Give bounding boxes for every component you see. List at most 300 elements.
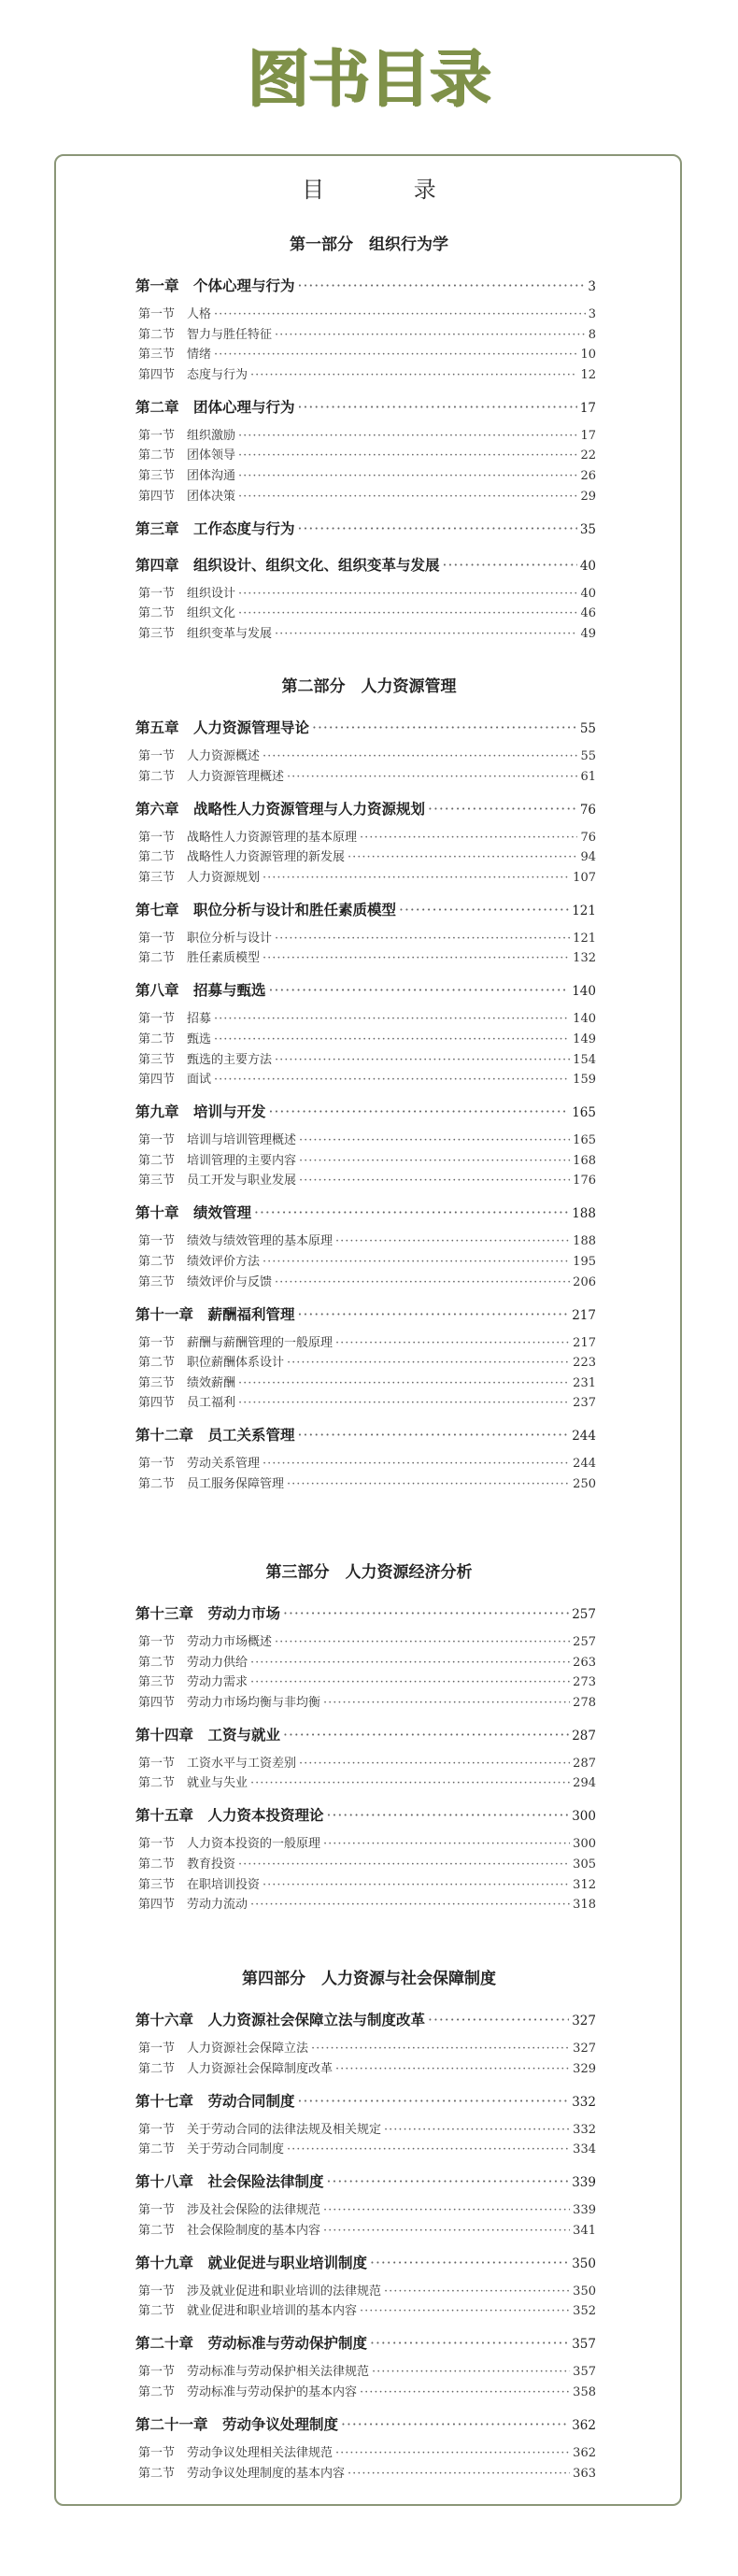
dot-leader [312, 719, 577, 736]
chapter-entry [135, 798, 596, 817]
chapter-title: 第十九章 就业促进与职业培训制度 [135, 2253, 368, 2271]
chapter-title: 第十一章 薪酬福利管理 [135, 1304, 295, 1323]
section-title: 第二节 甄选 [138, 1032, 212, 1046]
dot-leader [335, 2062, 570, 2076]
dot-leader [263, 871, 570, 885]
dot-leader [275, 932, 570, 946]
chapter-title: 第十二章 员工关系管理 [135, 1426, 295, 1445]
page-number: 362 [573, 2446, 596, 2460]
chapter-title: 第九章 培训与开发 [135, 1103, 266, 1121]
page-number: 176 [573, 1174, 596, 1188]
page-number: 332 [573, 2122, 596, 2137]
section-entry [138, 1049, 596, 1068]
dot-leader [214, 1012, 570, 1026]
section-entry [138, 1008, 596, 1027]
section-title: 第二节 智力与胜任特征 [138, 327, 273, 342]
section-entry [138, 364, 596, 383]
section-entry [138, 304, 596, 322]
section-title: 第二节 组织文化 [138, 606, 236, 621]
section-entry [138, 1272, 596, 1290]
dot-leader [250, 1675, 570, 1689]
dot-leader [287, 2142, 570, 2156]
page-number: 217 [572, 1307, 596, 1323]
dot-leader [283, 1605, 569, 1622]
section-entry [138, 2199, 596, 2218]
chapter-entry [135, 979, 596, 998]
section-entry [138, 928, 596, 946]
dot-leader [263, 749, 577, 763]
dot-leader [214, 1032, 570, 1046]
section-title: 第二节 培训管理的主要内容 [138, 1153, 297, 1168]
dot-leader [311, 2042, 570, 2056]
dot-leader [299, 1133, 570, 1147]
dot-leader [250, 1656, 570, 1670]
page-number: 22 [580, 448, 596, 463]
section-entry [138, 1833, 596, 1852]
dot-leader [263, 1457, 570, 1471]
section-entry [138, 623, 596, 642]
dot-leader [275, 1053, 570, 1067]
chapter-title: 第十三章 劳动力市场 [135, 1604, 281, 1622]
page-number: 244 [572, 1429, 596, 1445]
section-entry [138, 1854, 596, 1872]
dot-leader [298, 1427, 570, 1444]
section-title: 第一节 人力资本投资的一般原理 [138, 1837, 321, 1852]
dot-leader [323, 2203, 570, 2217]
chapter-entry [135, 1202, 596, 1220]
page-number: 3 [588, 279, 596, 294]
dot-leader [372, 2365, 570, 2379]
dot-leader [327, 2173, 570, 2190]
page-title: 目 录 [302, 177, 477, 203]
dot-leader [238, 490, 577, 504]
page-number: 300 [572, 1809, 596, 1825]
section-entry [138, 1029, 596, 1047]
section-title: 第四节 劳动力市场均衡与非均衡 [138, 1695, 321, 1710]
dot-leader [298, 2093, 570, 2110]
chapter-entry [135, 2009, 596, 2028]
dot-leader [275, 627, 577, 641]
page-number: 357 [572, 2337, 596, 2353]
dot-leader [335, 2446, 570, 2460]
banner-title: 图书目录 [248, 43, 490, 115]
dot-leader [298, 520, 577, 537]
section-title: 第一节 战略性人力资源管理的基本原理 [138, 830, 358, 845]
section-entry [138, 2361, 596, 2380]
page-number: 363 [573, 2466, 596, 2481]
dot-leader [335, 1234, 570, 1248]
section-title: 第一节 组织激励 [138, 428, 236, 443]
page-number: 237 [573, 1396, 596, 1411]
page-number: 121 [573, 931, 596, 946]
dot-leader [287, 770, 577, 784]
chapter-entry [135, 899, 596, 918]
dot-leader [275, 1275, 570, 1289]
section-title: 第一节 劳动争议处理相关法律规范 [138, 2446, 334, 2460]
section-title: 第三节 员工开发与职业发展 [138, 1174, 297, 1188]
page-number: 350 [572, 2256, 596, 2271]
chapter-entry [135, 275, 596, 293]
section-entry [138, 1894, 596, 1913]
dot-leader [238, 469, 577, 483]
section-entry [138, 445, 596, 463]
page-number: 94 [580, 850, 596, 865]
page-number: 206 [573, 1274, 596, 1289]
page-number: 318 [573, 1898, 596, 1913]
section-entry [138, 2442, 596, 2461]
section-title: 第二节 关于劳动合同制度 [138, 2142, 285, 2157]
page-number: 341 [573, 2223, 596, 2238]
section-title: 第四节 面试 [138, 1073, 212, 1088]
section-entry [138, 2220, 596, 2239]
page-number: 329 [573, 2061, 596, 2076]
section-entry [138, 1772, 596, 1791]
page-number: 231 [573, 1375, 596, 1390]
page-number: 159 [573, 1073, 596, 1088]
dot-leader [283, 1727, 569, 1743]
page-number: 350 [573, 2284, 596, 2298]
page-number: 362 [572, 2418, 596, 2433]
section-title: 第二节 职位薪酬体系设计 [138, 1356, 285, 1371]
section-title: 第一节 关于劳动合同的法律法规及相关规定 [138, 2122, 382, 2137]
chapter-title: 第十章 绩效管理 [135, 1203, 252, 1222]
page-number: 357 [573, 2365, 596, 2380]
section-entry [138, 1392, 596, 1411]
section-title: 第一节 招募 [138, 1012, 212, 1027]
dot-leader [250, 368, 577, 382]
chapter-title: 第六章 战略性人力资源管理与人力资源规划 [135, 799, 426, 818]
section-title: 第一节 组织设计 [138, 586, 236, 601]
section-entry [138, 2382, 596, 2400]
section-entry [138, 1170, 596, 1188]
dot-leader [298, 399, 577, 416]
section-entry [138, 1150, 596, 1169]
section-entry [138, 1332, 596, 1351]
section-entry [138, 1453, 596, 1472]
chapter-title: 第四章 组织设计、组织文化、组织变革与发展 [135, 555, 440, 574]
chapter-entry [135, 1804, 596, 1823]
dot-leader [214, 348, 577, 362]
section-title: 第三节 团体沟通 [138, 469, 236, 483]
section-title: 第三节 劳动力需求 [138, 1675, 248, 1690]
section-entry [138, 603, 596, 621]
dot-leader [399, 902, 569, 918]
section-title: 第三节 情绪 [138, 348, 212, 363]
section-title: 第三节 绩效评价与反馈 [138, 1274, 273, 1289]
chapter-entry [135, 1303, 596, 1322]
page-number: 327 [573, 2042, 596, 2056]
section-entry [138, 486, 596, 505]
chapter-title: 第七章 职位分析与设计和胜任素质模型 [135, 900, 397, 918]
section-title: 第一节 涉及就业促进和职业培训的法律规范 [138, 2284, 382, 2298]
chapter-entry [135, 518, 596, 536]
section-title: 第二节 社会保险制度的基本内容 [138, 2223, 321, 2238]
section-title: 第一节 人格 [138, 307, 212, 321]
section-entry [138, 1069, 596, 1088]
dot-leader [360, 2385, 570, 2399]
page-number: 339 [572, 2175, 596, 2191]
section-title: 第二节 劳动标准与劳动保护的基本内容 [138, 2385, 358, 2399]
page-number: 257 [573, 1635, 596, 1649]
dot-leader [327, 1807, 570, 1824]
page-number: 49 [580, 626, 596, 641]
dot-leader [360, 831, 577, 845]
dot-leader [370, 2255, 569, 2271]
section-title: 第四节 劳动力流动 [138, 1898, 248, 1913]
dot-leader [298, 1306, 570, 1323]
page-number: 165 [572, 1105, 596, 1121]
page-number: 17 [579, 400, 596, 416]
part-heading: 第三部分 人力资源经济分析 [265, 1563, 473, 1582]
chapter-title: 第八章 招募与甄选 [135, 981, 266, 1000]
page-number: 300 [573, 1837, 596, 1852]
dot-leader [238, 1857, 570, 1872]
section-title: 第一节 劳动关系管理 [138, 1457, 261, 1472]
dot-leader [299, 1757, 570, 1771]
chapter-title: 第三章 工作态度与行为 [135, 519, 295, 537]
part-heading: 第四部分 人力资源与社会保障制度 [242, 1970, 496, 1988]
page-number: 61 [580, 769, 596, 784]
section-entry [138, 583, 596, 602]
section-title: 第二节 战略性人力资源管理的新发展 [138, 850, 346, 865]
page-number: 332 [572, 2094, 596, 2110]
section-title: 第二节 就业与失业 [138, 1776, 248, 1791]
chapter-entry [135, 2090, 596, 2109]
dot-leader [254, 1204, 569, 1221]
chapter-entry [135, 717, 596, 735]
page-number: 55 [579, 721, 596, 736]
dot-leader [214, 1073, 570, 1087]
chapter-entry [135, 1724, 596, 1743]
dot-leader [263, 951, 570, 965]
section-title: 第一节 劳动力市场概述 [138, 1635, 273, 1649]
section-title: 第一节 薪酬与薪酬管理的一般原理 [138, 1335, 334, 1350]
dot-leader [238, 1376, 570, 1390]
page-number: 195 [573, 1255, 596, 1269]
dot-leader [341, 2416, 569, 2433]
dot-leader [263, 1255, 570, 1269]
section-title: 第二节 人力资源管理概述 [138, 769, 285, 784]
page-number: 149 [573, 1032, 596, 1046]
page-number: 273 [573, 1675, 596, 1690]
section-entry [138, 847, 596, 865]
page-number: 327 [572, 2014, 596, 2028]
section-title: 第二节 教育投资 [138, 1857, 236, 1872]
page-number: 132 [573, 951, 596, 966]
section-entry [138, 2281, 596, 2299]
section-title: 第二节 劳动争议处理制度的基本内容 [138, 2466, 346, 2481]
dot-leader [428, 2012, 569, 2028]
chapter-entry [135, 2332, 596, 2351]
section-title: 第一节 人力资源概述 [138, 749, 261, 763]
page-number: 154 [573, 1052, 596, 1067]
chapter-entry [135, 2252, 596, 2270]
page-number: 12 [580, 367, 596, 382]
section-title: 第一节 培训与培训管理概述 [138, 1133, 297, 1148]
section-entry [138, 1672, 596, 1690]
section-entry [138, 1753, 596, 1772]
dot-leader [335, 1336, 570, 1350]
chapter-title: 第十六章 人力资源社会保障立法与制度改革 [135, 2011, 426, 2028]
section-title: 第四节 员工福利 [138, 1396, 236, 1411]
page-number: 3 [588, 307, 596, 321]
page-number: 278 [573, 1695, 596, 1710]
dot-leader [323, 2224, 570, 2238]
page-number: 352 [573, 2304, 596, 2319]
section-entry [138, 2058, 596, 2077]
section-title: 第二节 人力资源社会保障制度改革 [138, 2061, 334, 2076]
section-title: 第四节 团体决策 [138, 489, 236, 504]
dot-leader [269, 1103, 570, 1120]
section-title: 第二节 劳动力供给 [138, 1655, 248, 1670]
dot-leader [299, 1154, 570, 1168]
dot-leader [275, 1635, 570, 1649]
section-entry [138, 766, 596, 785]
dot-leader [238, 587, 577, 601]
page-number: 334 [573, 2142, 596, 2157]
chapter-title: 第二十章 劳动标准与劳动保护制度 [135, 2334, 368, 2353]
page-number: 312 [573, 1877, 596, 1892]
section-entry [138, 2463, 596, 2482]
dot-leader [238, 429, 577, 443]
page-number: 55 [580, 749, 596, 763]
part-heading: 第一部分 组织行为学 [290, 235, 448, 254]
dot-leader [348, 2467, 570, 2481]
chapter-entry [135, 1602, 596, 1621]
dot-leader [384, 2284, 570, 2298]
section-title: 第一节 工资水平与工资差别 [138, 1756, 297, 1771]
dot-leader [348, 850, 577, 864]
dot-leader [238, 448, 577, 463]
page-number: 40 [579, 558, 596, 574]
page-number: 140 [573, 1012, 596, 1027]
page-number: 263 [573, 1655, 596, 1670]
dot-leader [299, 1174, 570, 1188]
chapter-title: 第二章 团体心理与行为 [135, 397, 295, 416]
page-number: 35 [579, 521, 596, 537]
page-number: 358 [573, 2385, 596, 2399]
chapter-title: 第一章 个体心理与行为 [135, 277, 295, 294]
chapter-entry [135, 396, 596, 415]
section-title: 第一节 职位分析与设计 [138, 931, 273, 946]
dot-leader [323, 1837, 570, 1851]
page-number: 29 [580, 489, 596, 504]
chapter-entry [135, 554, 596, 573]
dot-leader [428, 801, 577, 818]
section-entry [138, 1631, 596, 1650]
section-title: 第四节 态度与行为 [138, 367, 248, 382]
chapter-title: 第十四章 工资与就业 [135, 1725, 281, 1743]
section-entry [138, 2038, 596, 2057]
chapter-entry [135, 2413, 596, 2432]
dot-leader [443, 557, 577, 574]
page-number: 10 [580, 348, 596, 363]
section-entry [138, 2300, 596, 2319]
section-entry [138, 1251, 596, 1270]
page-number: 8 [588, 327, 596, 342]
section-entry [138, 867, 596, 886]
page-number: 223 [573, 1356, 596, 1371]
dot-leader [238, 1396, 570, 1410]
dot-leader [269, 982, 570, 999]
dot-leader [287, 1356, 570, 1370]
section-title: 第三节 绩效薪酬 [138, 1375, 236, 1390]
page-number: 287 [573, 1756, 596, 1771]
page-number: 294 [573, 1776, 596, 1791]
page-number: 168 [573, 1153, 596, 1168]
page-number: 46 [580, 606, 596, 621]
chapter-entry [135, 1101, 596, 1119]
dot-leader [250, 1898, 570, 1912]
section-entry [138, 1692, 596, 1711]
page-number: 165 [573, 1133, 596, 1148]
section-entry [138, 1874, 596, 1893]
section-entry [138, 1652, 596, 1671]
dot-leader [238, 606, 577, 620]
dot-leader [384, 2123, 570, 2137]
section-title: 第三节 组织变革与发展 [138, 626, 273, 641]
chapter-title: 第十五章 人力资本投资理论 [135, 1806, 324, 1825]
chapter-entry [135, 1424, 596, 1443]
section-entry [138, 746, 596, 764]
page-number: 26 [580, 469, 596, 483]
page-number: 17 [580, 428, 596, 443]
section-title: 第二节 绩效评价方法 [138, 1255, 261, 1269]
section-entry [138, 2119, 596, 2138]
section-entry [138, 2139, 596, 2157]
section-title: 第一节 涉及社会保险的法律规范 [138, 2203, 321, 2218]
page-number: 40 [580, 586, 596, 601]
dot-leader [250, 1776, 570, 1790]
section-entry [138, 465, 596, 484]
page-number: 107 [573, 870, 596, 885]
page-number: 250 [573, 1477, 596, 1491]
dot-leader [275, 328, 586, 342]
section-entry [138, 425, 596, 444]
dot-leader [214, 307, 586, 321]
page-number: 121 [572, 903, 596, 918]
section-entry [138, 344, 596, 363]
section-entry [138, 324, 596, 343]
dot-leader [370, 2335, 569, 2352]
dot-leader [298, 278, 586, 294]
section-title: 第三节 人力资源规划 [138, 870, 261, 885]
part-heading: 第二部分 人力资源管理 [281, 677, 457, 696]
section-title: 第三节 在职培训投资 [138, 1877, 261, 1892]
section-title: 第二节 就业促进和职业培训的基本内容 [138, 2304, 358, 2319]
section-entry [138, 1373, 596, 1391]
section-entry [138, 1130, 596, 1148]
section-title: 第二节 员工服务保障管理 [138, 1477, 285, 1491]
chapter-title: 第十七章 劳动合同制度 [135, 2091, 295, 2110]
section-entry [138, 827, 596, 846]
page-number: 244 [573, 1457, 596, 1472]
chapter-title: 第五章 人力资源管理导论 [135, 719, 310, 736]
page-number: 217 [573, 1335, 596, 1350]
section-title: 第二节 团体领导 [138, 448, 236, 463]
section-title: 第一节 人力资源社会保障立法 [138, 2042, 309, 2056]
chapter-title: 第十八章 社会保险法律制度 [135, 2172, 324, 2191]
page-number: 140 [572, 984, 596, 1000]
dot-leader [287, 1477, 570, 1491]
dot-leader [263, 1878, 570, 1892]
chapter-entry [135, 2170, 596, 2189]
page-number: 76 [579, 802, 596, 818]
page-number: 76 [580, 830, 596, 845]
section-title: 第一节 绩效与绩效管理的基本原理 [138, 1234, 334, 1249]
dot-leader [323, 1696, 570, 1710]
section-entry [138, 1473, 596, 1492]
